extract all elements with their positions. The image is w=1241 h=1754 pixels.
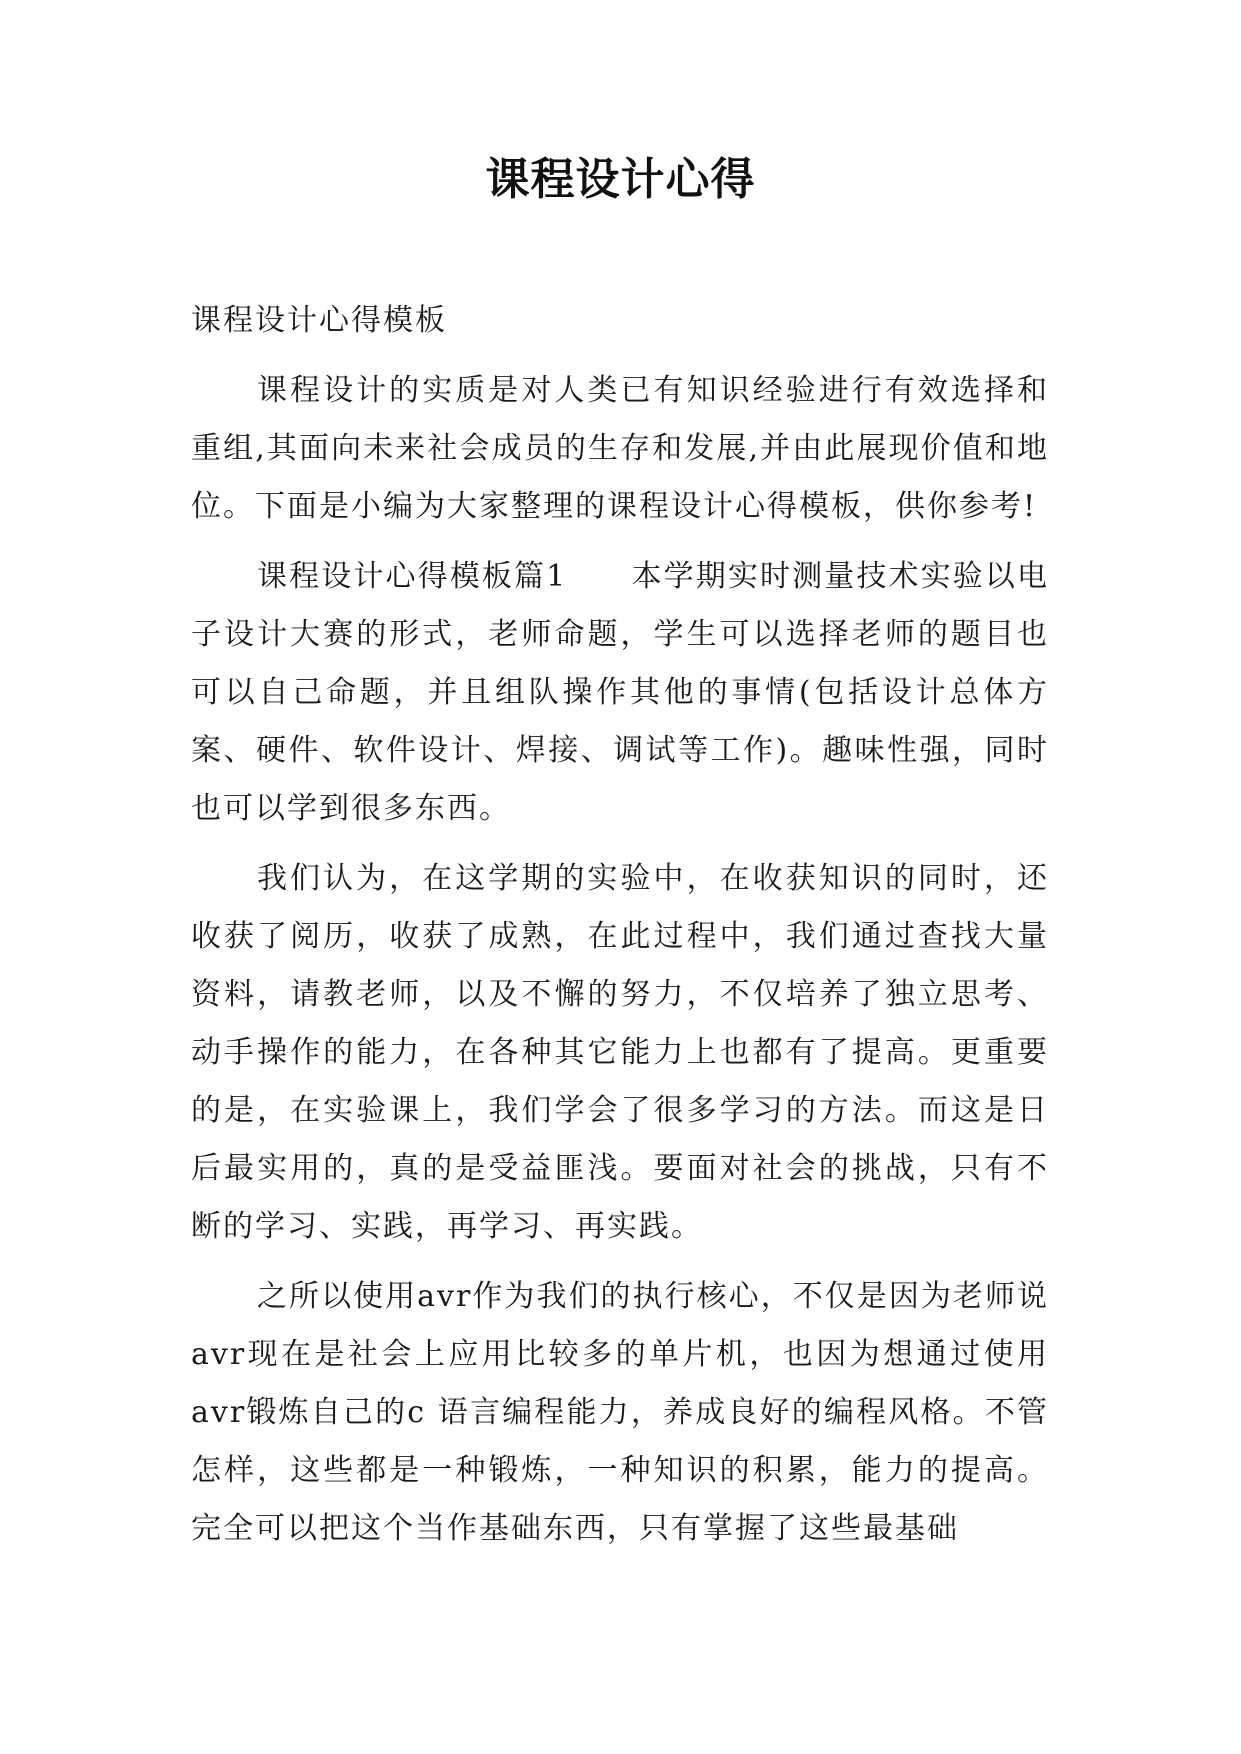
document-body bbox=[191, 292, 1049, 1558]
document-title: 课程设计心得 bbox=[485, 154, 756, 205]
section-paragraph-2: 我们认为，在这学期的实验中，在收获知识的同时，还收获了阅历，收获了成熟，在此过程中，我们通过查找大量资料，请教老师，以及不懈的努力，不仅培养了独立思考、动手操作的能力，在各种其它能力上也都有了提高。更重要的是，在实验课上，我们学会了很多学习的方法。而这是日后最实用的，真的是受益匪浅。要面对社会的挑战，只有不断的学习、实践，再学习、再实践。 bbox=[191, 861, 1049, 1244]
document-subtitle: 课程设计心得模板 bbox=[191, 303, 447, 338]
intro-paragraph: 课程设计的实质是对人类已有知识经验进行有效选择和重组,其面向未来社会成员的生存和发展,并由此展现价值和地位。下面是小编为大家整理的课程设计心得模板，供你参考! bbox=[191, 373, 1049, 524]
section-paragraph-3: 之所以使用avr作为我们的执行核心，不仅是因为老师说avr现在是社会上应用比较多的单片机，也因为想通过使用avr锻炼自己的c 语言编程能力，养成良好的编程风格。不管怎样，这些都是一种锻炼，一种知识的积累，能力的提高。完全可以把这个当作基础东西，只有掌握了这些最基础 bbox=[191, 1279, 1049, 1546]
section-paragraph-1: 课程设计心得模板篇1 本学期实时测量技术实验以电子设计大赛的形式，老师命题，学生可以选择老师的题目也可以自己命题，并且组队操作其他的事情(包括设计总体方案、硬件、软件设计、焊接、调试等工作)。趣味性强，同时也可以学到很多东西。 bbox=[191, 559, 1049, 826]
